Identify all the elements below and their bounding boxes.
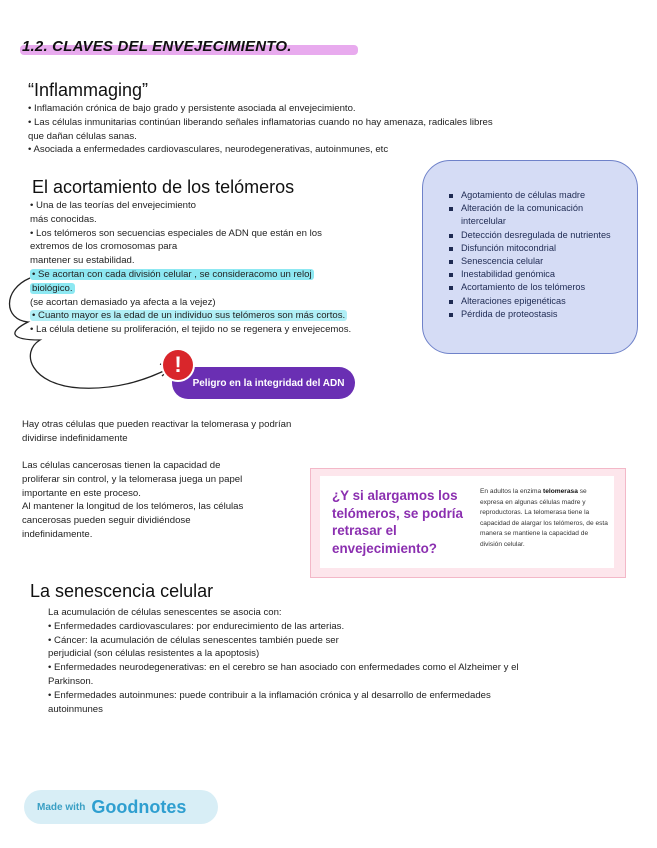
telomerasa-paragraph <box>22 418 291 446</box>
text-line: importante en este proceso. <box>22 487 141 499</box>
highlighted-line: biológico. <box>32 282 73 294</box>
text-line: La acumulación de células senescentes se asocia con: <box>48 607 282 618</box>
danger-label: Peligro en la integridad del ADN <box>172 367 355 399</box>
hallmarks-box <box>422 160 638 354</box>
telomeros-line: (se acortan demasiado ya afecta a la vejez) <box>30 296 216 308</box>
text-line: perjudicial (son células resistentes a la apoptosis) <box>48 648 260 660</box>
card-answer <box>480 487 608 551</box>
list-item: Senescencia celular <box>449 255 624 268</box>
text-line: cancerosas pueden seguir dividiéndose <box>22 515 191 527</box>
highlighted-line: • Se acortan con cada división celular , se consideracomo un reloj <box>32 268 312 280</box>
goodnotes-badge[interactable] <box>24 790 218 824</box>
telomeros-heading: El acortamiento de los telómeros <box>32 177 295 197</box>
text-line: Hay otras células que pueden reactivar la telomerasa y podrían <box>22 419 292 430</box>
list-item: Alteraciones epigenéticas <box>449 295 624 308</box>
card-answer-bold: telomerasa <box>543 488 578 495</box>
telomeros-line: • Los telómeros son secuencias especiales de ADN que están en los <box>30 227 322 239</box>
text-line: Las células cancerosas tienen la capacidad de <box>22 460 221 471</box>
highlighted-line: • Cuanto mayor es la edad de un individuo sus telómeros son más cortos. <box>32 310 346 322</box>
inflammaging-line: • Inflamación crónica de bajo grado y persistente asociada al envejecimiento. <box>28 103 356 114</box>
list-item: Disfunción mitocondrial <box>449 242 624 255</box>
inflammaging-text <box>28 102 493 157</box>
list-item: Alteración de la comunicación intercelular <box>449 202 624 228</box>
telomeros-line: • Una de las teorías del envejecimiento <box>30 200 197 211</box>
list-item: Pérdida de proteostasis <box>449 308 624 321</box>
curved-arrow-icon <box>0 260 200 400</box>
inflammaging-heading: “Inflammaging” <box>28 80 149 100</box>
text-line: autoinmunes <box>48 703 103 715</box>
text-line: Al mantener la longitud de los telómeros, las células <box>22 501 244 513</box>
card-answer-pre: En adultos la enzima <box>480 488 544 495</box>
cancer-paragraph <box>22 459 243 542</box>
goodnotes-logo: Goodnotes <box>91 796 187 817</box>
inflammaging-line: que dañan células sanas. <box>28 130 137 142</box>
text-line: • Enfermedades cardiovasculares: por endurecimiento de las arterias. <box>48 620 345 632</box>
inflammaging-line: • Asociada a enfermedades cardiovasculares, neurodegenerativas, autoinmunes, etc <box>28 144 389 156</box>
list-item: Detección desregulada de nutrientes <box>449 229 624 242</box>
text-line: • Enfermedades neurodegenerativas: en el cerebro se han asociado con enfermedades como el Alzheimer y el <box>48 662 519 674</box>
text-line: Parkinson. <box>48 675 94 687</box>
text-line: dividirse indefinidamente <box>22 432 128 444</box>
made-with-label: Made with <box>37 801 86 813</box>
senescencia-text <box>48 606 519 716</box>
senescencia-heading: La senescencia celular <box>30 581 214 601</box>
hallmarks-list <box>449 189 624 321</box>
card-answer-post: se expresa en algunas células madre y reproductoras. La telomerasa tiene la capacidad de alargar los telómeros, de esta manera se mantiene la capacidad de división celular. <box>480 488 608 548</box>
telomeros-line: • La célula detiene su proliferación, el tejido no se regenera y envejecemos. <box>30 324 352 336</box>
text-line: indefinidamente. <box>22 528 93 540</box>
list-item: Acortamiento de los telómeros <box>449 281 624 294</box>
telomeros-line: mantener su estabilidad. <box>30 255 135 267</box>
inflammaging-line: • Las células inmunitarias continúan liberando señales inflamatorias cuando no hay amenaza, radicales libres <box>28 116 493 128</box>
alert-icon: ! <box>163 350 193 380</box>
card-question: ¿Y si alargamos los telómeros, se podría retrasar el envejecimiento? <box>332 488 463 556</box>
text-line: proliferar sin control, y la telomerasa juega un papel <box>22 473 243 485</box>
list-item: Inestabilidad genómica <box>449 268 624 281</box>
text-line: • Enfermedades autoinmunes: puede contribuir a la inflamación crónica y al desarrollo de enfermedades <box>48 689 491 701</box>
list-item: Agotamiento de células madre <box>449 189 624 202</box>
telomeros-line: más conocidas. <box>30 213 97 225</box>
text-line: • Cáncer: la acumulación de células senescentes también puede ser <box>48 634 339 646</box>
page-title: 1.2. CLAVES DEL ENVEJECIMIENTO. <box>22 38 292 55</box>
telomeros-line: extremos de los cromosomas para <box>30 241 178 253</box>
